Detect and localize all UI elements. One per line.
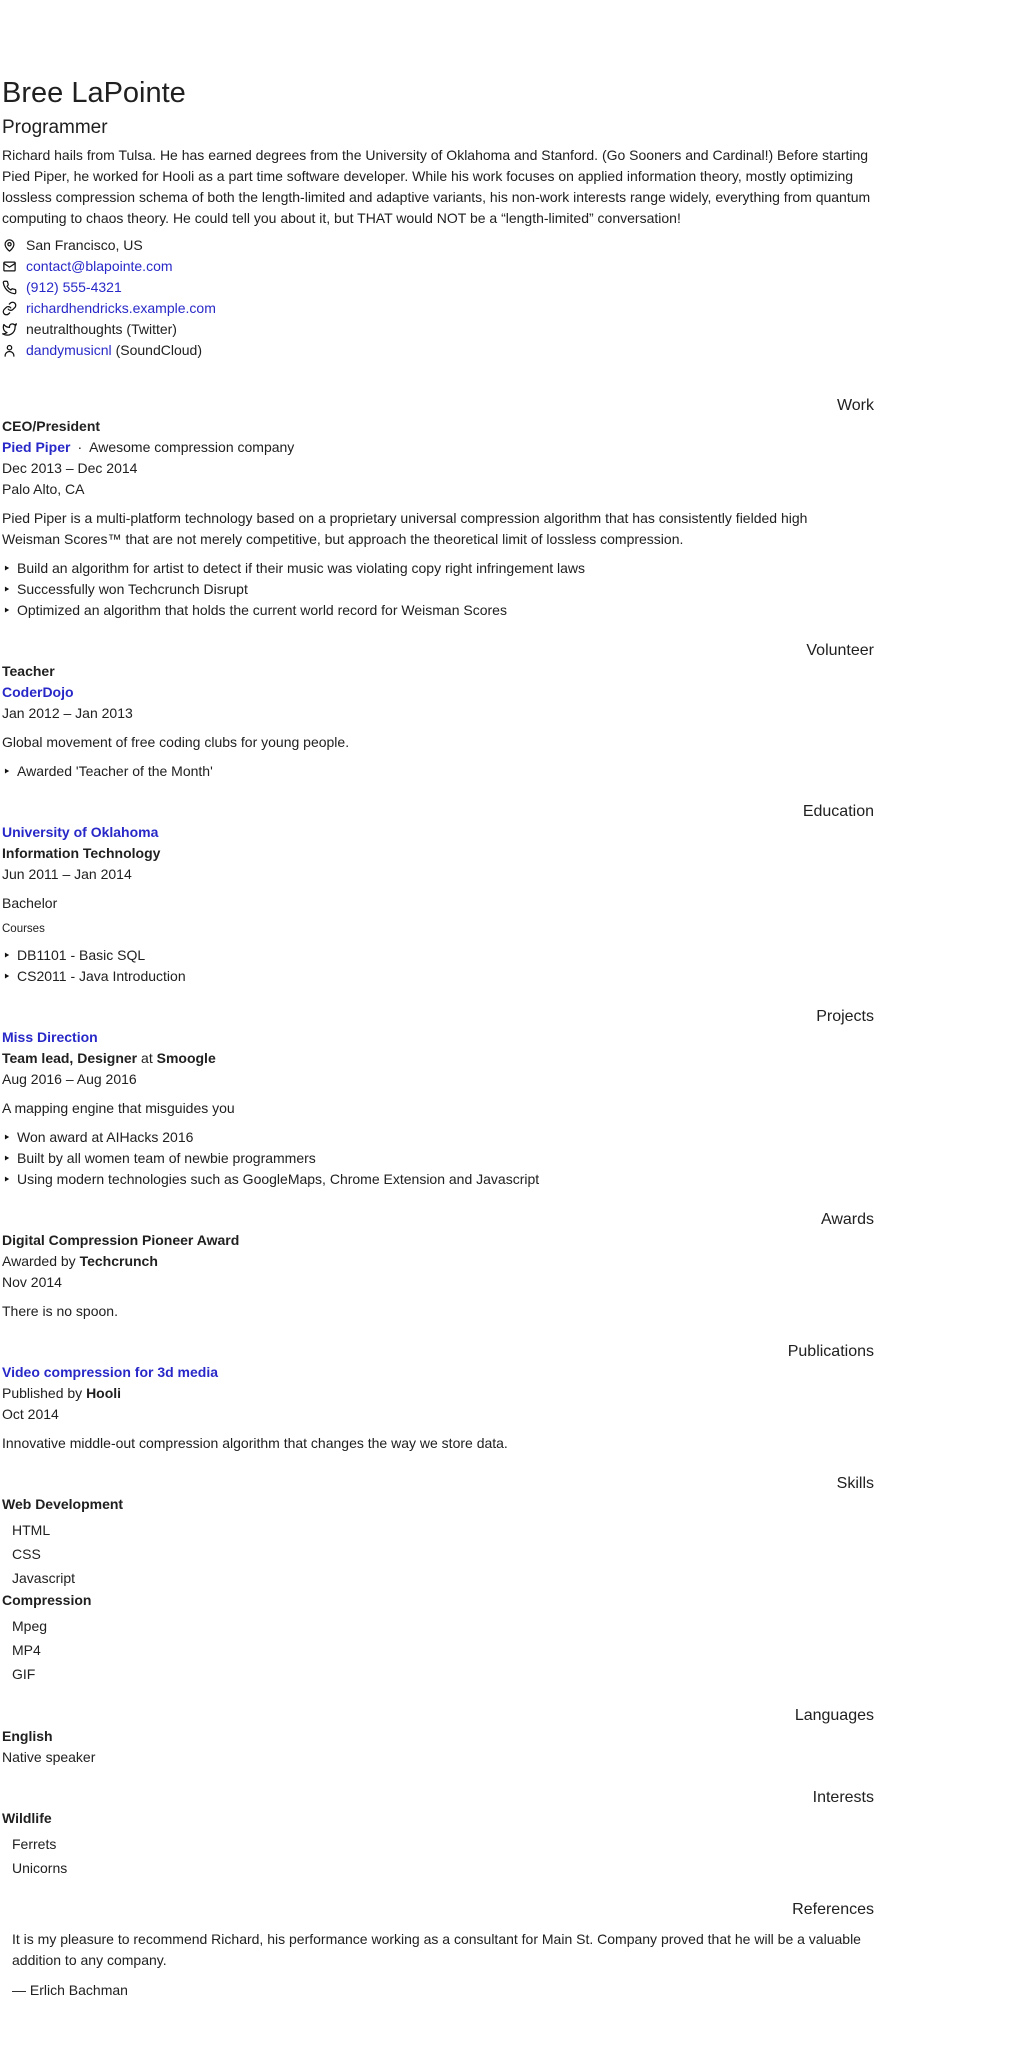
skill-keyword: GIF bbox=[12, 1665, 36, 1682]
summary-text: Richard hails from Tulsa. He has earned degrees from the University of Oklahoma and Stanford. (Go Sooners and Cardinal!) Before starting Pied Piper, he worked for Hooli as a part time software developer. While his work focuses on applied information theory, mostly optimizing lossless compression schema of both the length-limited and adaptive variants, his non-work interests range widely, everything from quantum computing to chaos theory. He could tell you about it, but THAT would NOT be a “length-limited” conversation! bbox=[2, 146, 871, 226]
work-dates: Dec 2013 – Dec 2014 bbox=[2, 459, 138, 476]
email-link[interactable]: contact@blapointe.com bbox=[26, 258, 173, 275]
education-courses-label: Courses bbox=[2, 922, 45, 935]
section-education bbox=[2, 801, 874, 987]
section-references bbox=[2, 1899, 874, 2001]
project-highlights bbox=[2, 1127, 874, 1190]
work-company-description: Awesome compression company bbox=[89, 438, 295, 455]
soundcloud-line bbox=[26, 342, 202, 358]
twitter-bird-icon bbox=[2, 322, 17, 337]
skill-group-name: Web Development bbox=[2, 1495, 124, 1512]
award-awarded-by-label: Awarded by bbox=[2, 1252, 76, 1269]
education-course: ‣ CS2011 - Java Introduction bbox=[2, 966, 874, 987]
publication-summary: Innovative middle-out compression algorithm that changes the way we store data. bbox=[2, 1434, 508, 1451]
project-dates: Aug 2016 – Aug 2016 bbox=[2, 1070, 137, 1087]
education-courses bbox=[2, 945, 874, 987]
phone-link[interactable]: (912) 555-4321 bbox=[26, 279, 122, 296]
section-languages bbox=[2, 1705, 874, 1768]
section-volunteer bbox=[2, 640, 874, 782]
skill-keyword: Javascript bbox=[12, 1569, 76, 1586]
location-pin-icon bbox=[2, 238, 17, 253]
phone-icon bbox=[2, 280, 17, 295]
language-name: English bbox=[2, 1727, 53, 1744]
contact-item-email bbox=[2, 256, 874, 277]
job-label: Programmer bbox=[2, 116, 108, 138]
skill-keywords bbox=[2, 1614, 874, 1686]
interest-name: Wildlife bbox=[2, 1809, 52, 1826]
skill-group-name: Compression bbox=[2, 1591, 92, 1608]
skill-keywords bbox=[2, 1518, 874, 1590]
contact-item-twitter bbox=[2, 319, 874, 340]
award-awarder: Techcrunch bbox=[79, 1252, 158, 1269]
skill-keyword: CSS bbox=[12, 1545, 41, 1562]
section-heading-volunteer: Volunteer bbox=[806, 641, 874, 659]
publication-publisher: Hooli bbox=[86, 1384, 122, 1401]
language-fluency: Native speaker bbox=[2, 1748, 96, 1765]
education-dates: Jun 2011 – Jan 2014 bbox=[2, 865, 132, 882]
publication-publisher-row bbox=[2, 1383, 874, 1404]
section-heading-skills: Skills bbox=[836, 1474, 874, 1492]
separator-dot: · bbox=[77, 438, 83, 455]
award-date: Nov 2014 bbox=[2, 1273, 62, 1290]
section-interests bbox=[2, 1787, 874, 1880]
section-heading-languages: Languages bbox=[794, 1706, 874, 1724]
contact-item-location bbox=[2, 235, 874, 256]
award-awarder-row bbox=[2, 1251, 874, 1272]
website-link[interactable]: richardhendricks.example.com bbox=[26, 300, 216, 317]
award-title: Digital Compression Pioneer Award bbox=[2, 1231, 240, 1248]
interest-keyword: Ferrets bbox=[12, 1835, 57, 1852]
education-study-type: Bachelor bbox=[2, 894, 58, 911]
reference-attribution: — Erlich Bachman bbox=[12, 1981, 128, 1998]
reference-quote: It is my pleasure to recommend Richard, his performance working as a consultant for Main St. Company proved that he will be a valuable addition to any company. bbox=[12, 1930, 861, 1968]
award-summary: There is no spoon. bbox=[2, 1302, 118, 1319]
page-title: Bree LaPointe bbox=[2, 77, 186, 109]
project-roles: Team lead, Designer bbox=[2, 1049, 138, 1066]
soundcloud-link[interactable]: dandymusicnl bbox=[26, 342, 112, 359]
person-icon bbox=[2, 343, 17, 358]
interest-keyword: Unicorns bbox=[12, 1859, 68, 1876]
education-area: Information Technology bbox=[2, 844, 161, 861]
volunteer-position: Teacher bbox=[2, 662, 55, 679]
project-description: A mapping engine that misguides you bbox=[2, 1099, 235, 1116]
work-summary: Pied Piper is a multi-platform technology based on a proprietary universal compression algorithm that has consistently fielded high Weisman Scores™ that are not merely competitive, but approach the theoretical limit of lossless compression. bbox=[2, 509, 808, 547]
section-projects bbox=[2, 1006, 874, 1190]
section-heading-projects: Projects bbox=[816, 1007, 874, 1025]
project-name-link[interactable]: Miss Direction bbox=[2, 1028, 98, 1045]
skill-keyword: MP4 bbox=[12, 1641, 41, 1658]
publication-published-by-label: Published by bbox=[2, 1384, 83, 1401]
education-course: ‣ DB1101 - Basic SQL bbox=[2, 945, 874, 966]
work-position: CEO/President bbox=[2, 417, 101, 434]
contact-item-soundcloud bbox=[2, 340, 874, 361]
volunteer-highlights bbox=[2, 761, 874, 782]
project-at-label: at bbox=[141, 1049, 153, 1066]
work-highlight: ‣ Optimized an algorithm that holds the current world record for Weisman Scores bbox=[2, 600, 874, 621]
section-heading-education: Education bbox=[802, 802, 874, 820]
publication-name-link[interactable]: Video compression for 3d media bbox=[2, 1363, 219, 1380]
work-highlight: ‣ Build an algorithm for artist to detect if their music was violating copy right infringement laws bbox=[2, 558, 874, 579]
envelope-icon bbox=[2, 259, 17, 274]
project-highlight: ‣ Using modern technologies such as GoogleMaps, Chrome Extension and Javascript bbox=[2, 1169, 874, 1190]
volunteer-organization-link[interactable]: CoderDojo bbox=[2, 683, 74, 700]
link-icon bbox=[2, 301, 17, 316]
section-heading-interests: Interests bbox=[812, 1788, 874, 1806]
work-highlights bbox=[2, 558, 874, 621]
work-company-row bbox=[2, 437, 874, 458]
skill-keyword: HTML bbox=[12, 1521, 51, 1538]
project-roles-row bbox=[2, 1048, 874, 1069]
section-skills bbox=[2, 1473, 874, 1686]
skill-keyword: Mpeg bbox=[12, 1617, 48, 1634]
section-work bbox=[2, 395, 874, 621]
contact-item-website bbox=[2, 298, 874, 319]
volunteer-highlight: ‣ Awarded 'Teacher of the Month' bbox=[2, 761, 874, 782]
contact-location-text: San Francisco, US bbox=[26, 237, 143, 254]
resume-header bbox=[2, 76, 874, 361]
section-heading-awards: Awards bbox=[820, 1210, 874, 1228]
twitter-handle-text: neutralthoughts (Twitter) bbox=[26, 321, 177, 338]
volunteer-summary: Global movement of free coding clubs for young people. bbox=[2, 733, 350, 750]
interest-keywords bbox=[2, 1832, 874, 1880]
project-highlight: ‣ Built by all women team of newbie programmers bbox=[2, 1148, 874, 1169]
work-location: Palo Alto, CA bbox=[2, 480, 85, 497]
section-heading-references: References bbox=[792, 1900, 874, 1918]
contact-item-phone bbox=[2, 277, 874, 298]
work-company-link[interactable]: Pied Piper bbox=[2, 438, 71, 455]
work-highlight: ‣ Successfully won Techcrunch Disrupt bbox=[2, 579, 874, 600]
section-publications bbox=[2, 1341, 874, 1454]
project-highlight: ‣ Won award at AIHacks 2016 bbox=[2, 1127, 874, 1148]
volunteer-dates: Jan 2012 – Jan 2013 bbox=[2, 704, 133, 721]
contact-list bbox=[2, 235, 874, 361]
education-institution-link[interactable]: University of Oklahoma bbox=[2, 823, 159, 840]
section-heading-work: Work bbox=[836, 396, 874, 414]
publication-date: Oct 2014 bbox=[2, 1405, 59, 1422]
section-heading-publications: Publications bbox=[787, 1342, 874, 1360]
project-entity: Smoogle bbox=[156, 1049, 216, 1066]
soundcloud-network-text: (SoundCloud) bbox=[115, 342, 202, 359]
section-awards bbox=[2, 1209, 874, 1322]
